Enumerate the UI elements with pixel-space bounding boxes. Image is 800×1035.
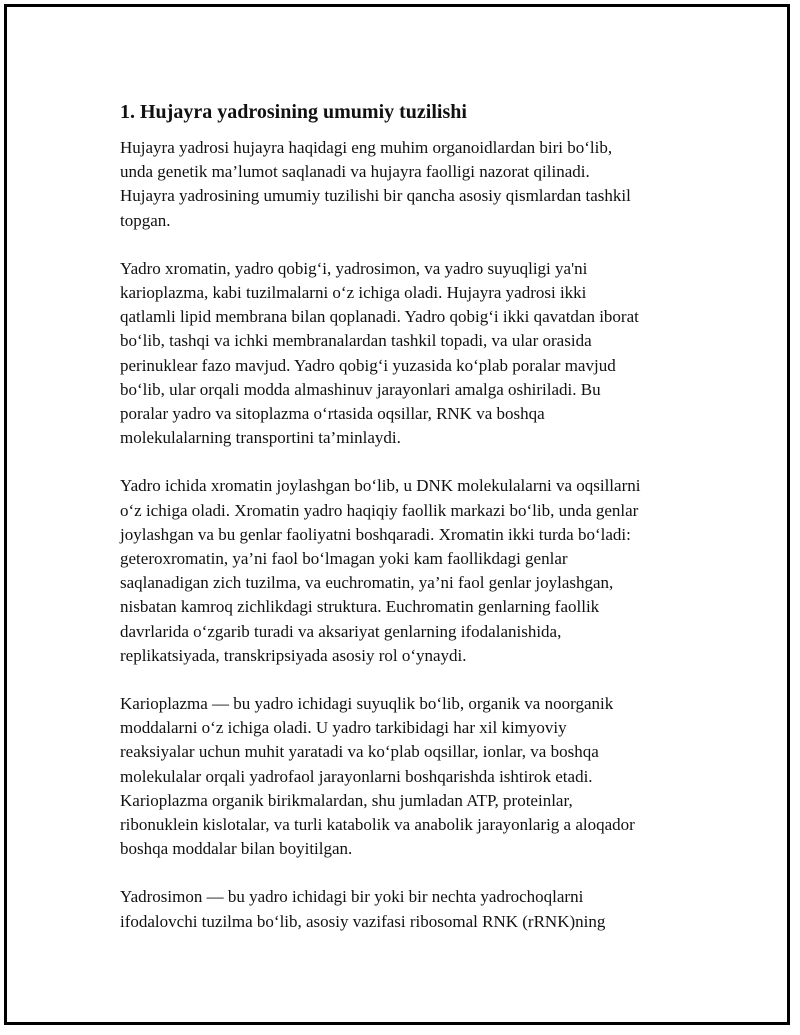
paragraph-line: Karioplazma organik birikmalardan, shu jumladan ATP, proteinlar, xyxy=(120,790,573,810)
paragraph-line: Karioplazma — bu yadro ichidagi suyuqlik bo‘lib, organik va noorganik xyxy=(120,694,614,714)
paragraph-line: reaksiyalar uchun muhit yaratadi va ko‘plab oqsillar, ionlar, va boshqa xyxy=(120,742,599,762)
paragraphs-container xyxy=(120,136,700,934)
paragraph-line: molekulalarning transportini ta’minlaydi. xyxy=(120,428,401,448)
paragraph-line: bo‘lib, tashqi va ichki membranalardan tashkil topadi, va ular orasida xyxy=(120,331,592,351)
paragraph xyxy=(120,257,700,451)
section-heading: 1. Hujayra yadrosining umumiy tuzilishi xyxy=(120,101,467,123)
paragraph-line: qatlamli lipid membrana bilan qoplanadi. Yadro qobig‘i ikki qavatdan iborat xyxy=(120,307,639,327)
paragraph-line: molekulalar orqali yadrofaol jarayonlarni boshqarishda ishtirok etadi. xyxy=(120,766,593,786)
paragraph-line: Hujayra yadrosi hujayra haqidagi eng muhim organoidlardan biri bo‘lib, xyxy=(120,138,613,157)
paragraph-line: Yadro ichida xromatin joylashgan bo‘lib, u DNK molekulalarni va oqsillarni xyxy=(120,476,641,496)
paragraph-line: ribonuklein kislotalar, va turli katabolik va anabolik jarayonlarig a aloqador xyxy=(120,815,635,835)
paragraph-line: nisbatan kamroq zichlikdagi struktura. Euchromatin genlarning faollik xyxy=(120,597,600,617)
paragraph xyxy=(120,474,700,668)
paragraph-line: o‘z ichiga oladi. Xromatin yadro haqiqiy faollik markazi bo‘lib, unda genlar xyxy=(120,500,639,520)
paragraph xyxy=(120,136,700,233)
paragraph-line: Hujayra yadrosining umumiy tuzilishi bir qancha asosiy qismlardan tashkil xyxy=(120,186,631,206)
document-content xyxy=(120,99,700,958)
paragraph-line: moddalarni o‘z ichiga oladi. U yadro tarkibidagi har xil kimyoviy xyxy=(120,718,567,738)
paragraph-line: bo‘lib, ular orqali modda almashinuv jarayonlari amalga oshiriladi. Bu xyxy=(120,379,601,399)
paragraph-line: saqlanadigan zich tuzilma, va euchromatin, ya’ni faol genlar joylashgan, xyxy=(120,573,614,593)
paragraph-line: poralar yadro va sitoplazma o‘rtasida oqsillar, RNK va boshqa xyxy=(120,404,545,424)
paragraph-line: Yadro xromatin, yadro qobig‘i, yadrosimon, va yadro suyuqligi ya'ni xyxy=(120,258,588,278)
paragraph-line: geteroxromatin, ya’ni faol bo‘lmagan yoki kam faollikdagi genlar xyxy=(120,549,568,569)
paragraph-line: unda genetik ma’lumot saqlanadi va hujayra faolligi nazorat qilinadi. xyxy=(120,162,590,182)
paragraph-line: topgan. xyxy=(120,210,171,230)
paragraph-line: replikatsiyada, transkripsiyada asosiy rol o‘ynaydi. xyxy=(120,645,467,665)
paragraph-line: perinuklear fazo mavjud. Yadro qobig‘i yuzasida ko‘plab poralar mavjud xyxy=(120,355,616,375)
page-frame xyxy=(4,4,790,1025)
paragraph xyxy=(120,692,700,861)
paragraph-line: davrlarida o‘zgarib turadi va aksariyat genlarning ifodalanishida, xyxy=(120,621,562,641)
paragraph-line: Yadrosimon — bu yadro ichidagi bir yoki bir nechta yadrochoqlarni xyxy=(120,887,584,907)
paragraph-line: karioplazma, kabi tuzilmalarni o‘z ichiga oladi. Hujayra yadrosi ikki xyxy=(120,283,587,303)
paragraph xyxy=(120,885,700,933)
paragraph-line: ifodalovchi tuzilma bo‘lib, asosiy vazifasi ribosomal RNK (rRNK)ning xyxy=(120,911,606,931)
paragraph-line: joylashgan va bu genlar faoliyatni boshqaradi. Xromatin ikki turda bo‘ladi: xyxy=(120,524,631,544)
paragraph-line: boshqa moddalar bilan boyitilgan. xyxy=(120,839,353,859)
